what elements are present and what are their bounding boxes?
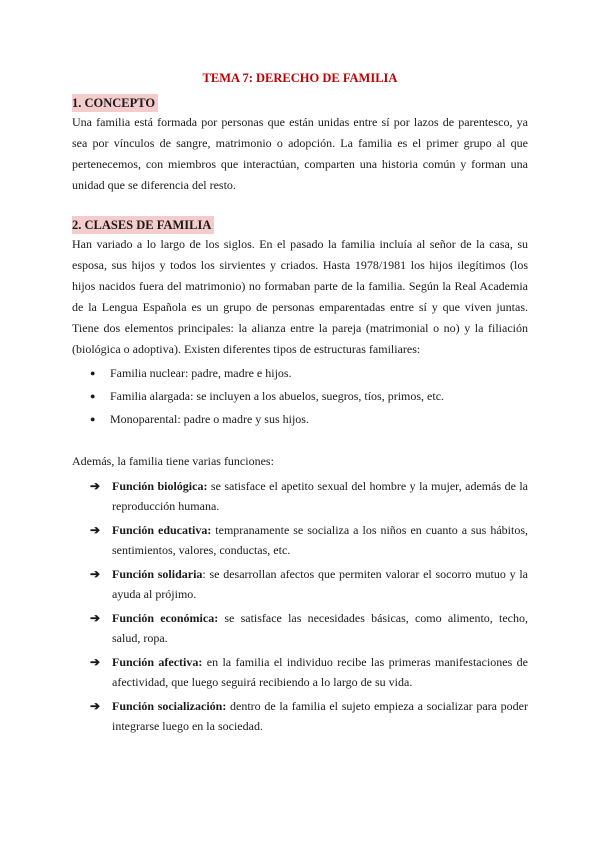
functions-intro: Además, la familia tiene varias funciones: <box>72 454 274 468</box>
function-text: : se desarrollan afectos que permiten valorar el socorro mutuo y la ayuda al prójimo. <box>112 567 528 601</box>
list-item <box>90 652 528 692</box>
section-heading-clases: 2. CLASES DE FAMILIA <box>72 216 214 234</box>
list-item <box>90 564 528 604</box>
bullet-icon: ● <box>90 368 96 378</box>
function-text: en la familia el individuo recibe las primeras manifestaciones de afectividad, que luego seguirá recibiendo a lo largo de su vida. <box>112 655 528 689</box>
page-title: TEMA 7: DERECHO DE FAMILIA <box>202 71 398 85</box>
arrow-right-icon: ➔ <box>90 655 101 669</box>
family-types-list <box>72 362 528 431</box>
list-item <box>90 696 528 736</box>
bullet-icon: ● <box>90 414 96 424</box>
list-item <box>90 608 528 648</box>
clases-paragraph: Han variado a lo largo de los siglos. En el pasado la familia incluía al señor de la casa, su esposa, sus hijos y todos los sirvientes y criados. Hasta 1978/1981 los hijos ilegítimos (los hijos nacidos fuera del matrimonio) no formaban parte de la familia. Según la Real Academia de la Lengua Española es un grupo de personas emparentadas entre sí y que viven juntas. Tiene dos elementos principales: la alianza entre la pareja (matrimonial o no) y la filiación (biológica o adoptiva). Existen diferentes tipos de estructuras familiares: <box>72 237 528 356</box>
function-label: Función biológica: <box>112 479 208 493</box>
arrow-right-icon: ➔ <box>90 523 101 537</box>
section-heading-concepto: 1. CONCEPTO <box>72 94 158 112</box>
list-item: ● Familia nuclear: padre, madre e hijos. <box>90 362 528 385</box>
list-item <box>90 520 528 560</box>
function-label: Función educativa: <box>112 523 212 537</box>
function-label: Función socialización: <box>112 699 227 713</box>
list-item: ● Familia alargada: se incluyen a los abuelos, suegros, tíos, primos, etc. <box>90 385 528 408</box>
functions-list <box>72 476 528 736</box>
bullet-icon: ● <box>90 391 96 401</box>
function-text: tempranamente se socializa a los niños en cuanto a sus hábitos, sentimientos, valores, conductas, etc. <box>112 523 528 557</box>
arrow-right-icon: ➔ <box>90 699 101 713</box>
arrow-right-icon: ➔ <box>90 567 101 581</box>
function-label: Función solidaria <box>112 567 203 581</box>
function-text: se satisface las necesidades básicas, como alimento, techo, salud, ropa. <box>112 611 528 645</box>
arrow-right-icon: ➔ <box>90 479 101 493</box>
function-label: Función económica: <box>112 611 219 625</box>
list-item <box>90 476 528 516</box>
arrow-right-icon: ➔ <box>90 611 101 625</box>
list-item: ● Monoparental: padre o madre y sus hijos. <box>90 408 528 431</box>
function-label: Función afectiva: <box>112 655 203 669</box>
function-text: se satisface el apetito sexual del hombre y la mujer, además de la reproducción humana. <box>112 479 529 513</box>
function-text: dentro de la familia el sujeto empieza a socializar para poder integrarse luego en la sociedad. <box>112 699 528 733</box>
concepto-paragraph: Una familia está formada por personas que están unidas entre sí por lazos de parentesco, ya sea por vínculos de sangre, matrimonio o adopción. La familia es el primer grupo al que pertenecemos, con miembros que interactúan, comparten una historia común y forman una unidad que se diferencia del resto. <box>72 115 528 192</box>
